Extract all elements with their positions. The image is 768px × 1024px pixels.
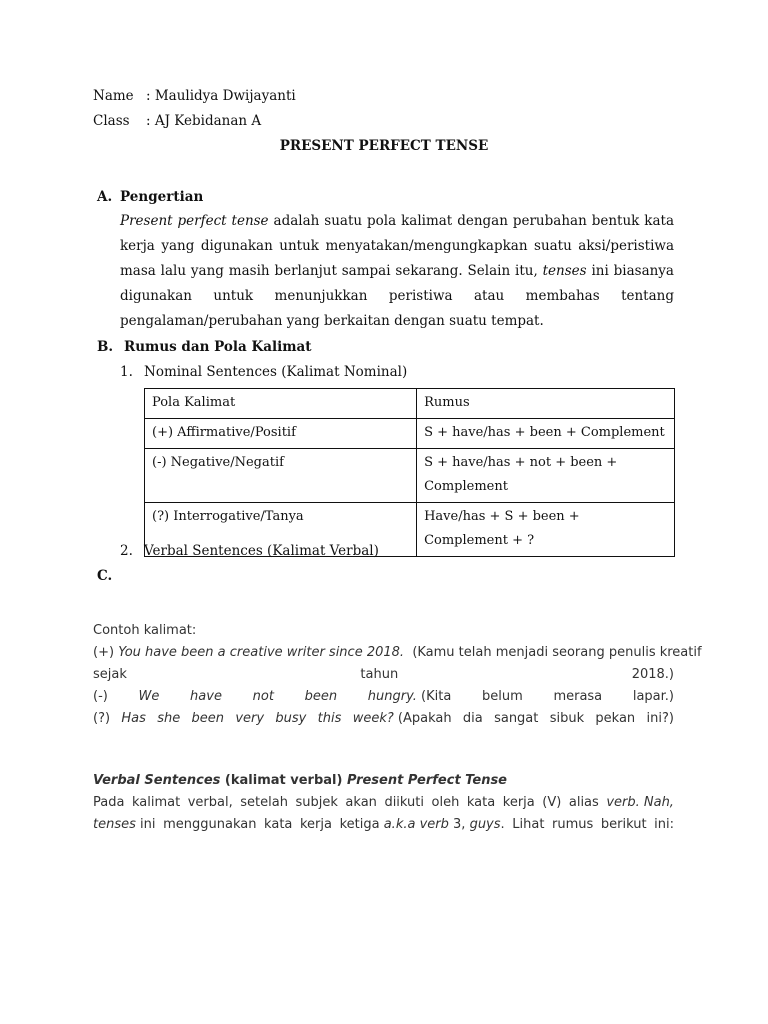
word: kata — [466, 795, 496, 810]
table-cell: Have/has + S + been + Complement + ? — [417, 503, 675, 557]
word: sibuk — [549, 711, 585, 726]
word: busy — [275, 711, 307, 726]
table-row — [145, 449, 675, 503]
name-value: : Maulidya Dwijayanti — [146, 88, 296, 104]
verbal-line-1 — [93, 795, 674, 810]
name-label: Name — [93, 88, 134, 104]
section-c-marker: C. — [97, 568, 113, 584]
page-title: PRESENT PERFECT TENSE — [279, 138, 489, 154]
example-negative — [93, 689, 674, 704]
word: ini?) — [646, 711, 674, 726]
example-question — [93, 711, 674, 726]
word: not — [252, 689, 274, 704]
rumus-table — [144, 388, 675, 557]
section-b-heading: Rumus dan Pola Kalimat — [124, 339, 312, 355]
word: akan — [345, 795, 377, 810]
term-tenses: tenses — [542, 263, 587, 279]
heading-text: (kalimat verbal) — [220, 773, 347, 788]
word: have — [190, 689, 222, 704]
word: alias — [568, 795, 599, 810]
section-a-paragraph — [120, 209, 674, 334]
verbal-heading — [93, 773, 507, 788]
word: lapar.) — [632, 689, 674, 704]
word: berikut — [600, 817, 647, 832]
word: We — [138, 689, 160, 704]
section-a-marker: A. — [97, 189, 113, 205]
word: been — [304, 689, 338, 704]
class-value: : AJ Kebidanan A — [146, 113, 262, 129]
example-positive-line2 — [93, 667, 674, 682]
positive-translation: (Kamu telah menjadi seorang penulis kreatif — [412, 645, 702, 660]
verbal-line-2 — [93, 817, 674, 832]
word: Lihat — [512, 817, 545, 832]
word: 2018.) — [631, 667, 674, 682]
table-cell: (+) Affirmative/Positif — [145, 419, 417, 449]
positive-marker: (+) — [93, 645, 115, 660]
word-group: ketiga a.k.a verb 3, guys. — [339, 817, 505, 832]
word: tahun — [360, 667, 399, 682]
word: (Kita — [421, 689, 452, 704]
word: merasa — [553, 689, 603, 704]
word: verbal, — [187, 795, 233, 810]
word: been — [191, 711, 225, 726]
section-b-marker: B. — [97, 339, 114, 355]
word: diikuti — [384, 795, 424, 810]
word: 3, — [453, 817, 466, 832]
positive-english: You have been a creative writer since 2018. — [118, 645, 405, 660]
table-cell: (?) Interrogative/Tanya — [145, 503, 417, 557]
word: oleh — [431, 795, 460, 810]
table-cell: S + have/has + been + Complement — [417, 419, 675, 449]
word: subjek — [295, 795, 338, 810]
word: ini: — [654, 817, 674, 832]
table-header-cell: Pola Kalimat — [145, 389, 417, 419]
paragraph-text-2: ini biasanya digunakan untuk menunjukkan peristiwa atau membahas tentang pengalaman/perubahan yang berkaitan dengan suatu tempat. — [120, 263, 674, 329]
word: kerja — [299, 817, 332, 832]
word: belum — [482, 689, 523, 704]
table-header-row — [145, 389, 675, 419]
word: tenses — [93, 817, 136, 832]
heading-italic: Verbal Sentences — [93, 773, 221, 788]
word: she — [157, 711, 181, 726]
word: verb. Nah, — [606, 795, 674, 810]
word: kerja — [502, 795, 535, 810]
word: a.k.a verb — [383, 817, 449, 832]
word-group — [368, 689, 452, 704]
word: (V) — [542, 795, 562, 810]
word: Pada — [93, 795, 125, 810]
word: Has — [121, 711, 146, 726]
word: pekan — [595, 711, 636, 726]
list-item-2-number: 2. — [120, 543, 133, 559]
class-label: Class — [93, 113, 130, 129]
term-present-perfect: Present perfect tense — [120, 213, 269, 229]
word: sangat — [494, 711, 539, 726]
word: ketiga — [339, 817, 380, 832]
table-header-cell: Rumus — [417, 389, 675, 419]
heading-italic: Present Perfect Tense — [346, 773, 508, 788]
paragraph-text-1: adalah suatu pola kalimat dengan perubahan bentuk kata kerja yang digunakan untuk menyatakan/mengungkapkan suatu aksi/peristiwa masa lalu yang masih berlanjut sampai sekarang. Selain itu, — [120, 213, 674, 279]
word: kata — [264, 817, 293, 832]
list-item-2-text: Verbal Sentences (Kalimat Verbal) — [144, 543, 379, 559]
list-item-1-number: 1. — [120, 364, 133, 380]
examples-title: Contoh kalimat: — [93, 623, 197, 638]
word: ini — [140, 817, 156, 832]
word: menggunakan — [163, 817, 257, 832]
word: sejak — [93, 667, 127, 682]
word: hungry. — [367, 689, 417, 704]
question-marker: (?) — [93, 711, 111, 726]
word: very — [235, 711, 265, 726]
word: week? — [352, 711, 394, 726]
word-group — [353, 711, 452, 726]
word: setelah — [240, 795, 288, 810]
negative-marker: (-) — [93, 689, 108, 704]
table-cell: (-) Negative/Negatif — [145, 449, 417, 503]
list-item-1-text: Nominal Sentences (Kalimat Nominal) — [144, 364, 408, 380]
section-a-heading: Pengertian — [120, 189, 204, 205]
example-positive-line1 — [93, 645, 702, 660]
word: dia — [462, 711, 483, 726]
word: guys — [469, 817, 501, 832]
table-cell: S + have/has + not + been + Complement — [417, 449, 675, 503]
word: (Apakah — [397, 711, 452, 726]
word: rumus — [552, 817, 594, 832]
word: this — [317, 711, 342, 726]
table-row — [145, 419, 675, 449]
word-group — [93, 817, 156, 832]
word: kalimat — [131, 795, 181, 810]
